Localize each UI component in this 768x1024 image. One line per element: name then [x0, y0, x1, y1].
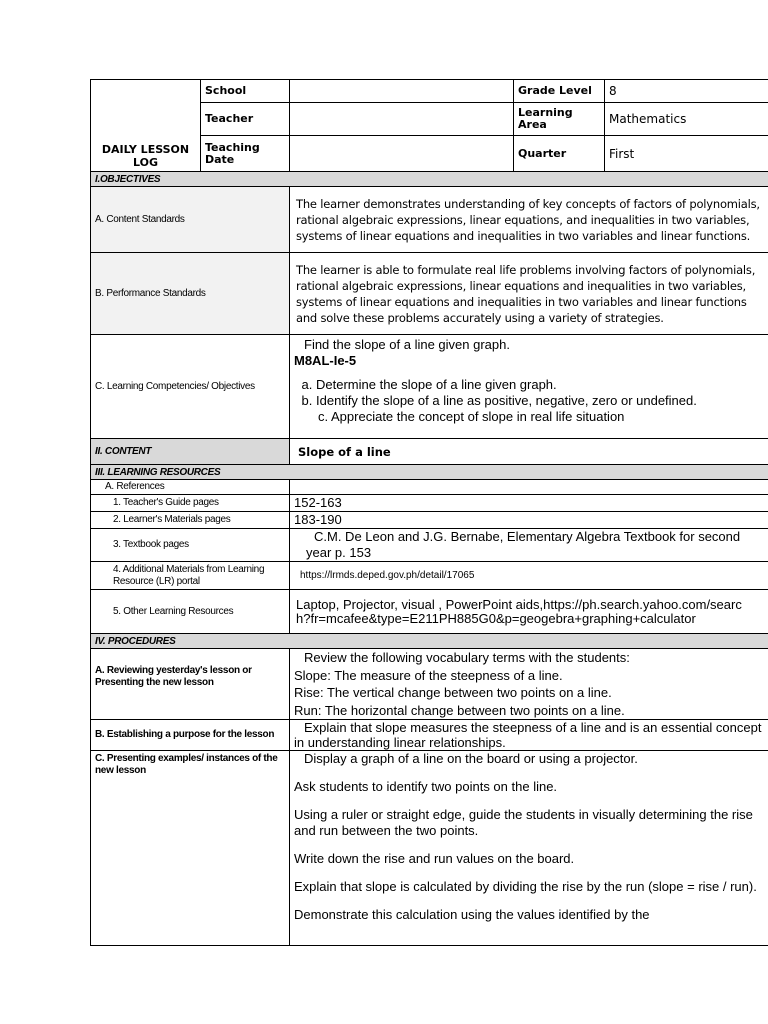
lr-portal-label: 4. Additional Materials from Learning Resource (LR) portal — [91, 562, 290, 590]
objectives-heading: I.OBJECTIVES — [91, 172, 768, 187]
competency-code: M8AL-Ie-5 — [294, 353, 357, 368]
performance-standards-label: B. Performance Standards — [91, 253, 290, 335]
teaching-date-value[interactable] — [290, 136, 514, 172]
references-value — [290, 480, 768, 495]
teacher-value[interactable] — [290, 103, 514, 136]
quarter-label: Quarter — [514, 136, 605, 172]
other-resources-value[interactable]: Laptop, Projector, visual , PowerPoint aids,https://ph.search.yahoo.com/search?fr=mcafee&type=E211PH885G0&p=geogebra+graphing+calculator — [290, 590, 768, 634]
objective-c: c. Appreciate the concept of slope in real life situation — [318, 409, 625, 424]
competencies-label: C. Learning Competencies/ Objectives — [91, 335, 290, 439]
teacher-label: Teacher — [201, 103, 290, 136]
procedure-a-label: A. Reviewing yesterday's lesson or Presenting the new lesson — [91, 649, 290, 720]
textbook-label: 3. Textbook pages — [91, 529, 290, 562]
procedure-a-cell — [290, 649, 768, 720]
grade-level-label: Grade Level — [514, 80, 605, 103]
objective-a: a. Determine the slope of a line given graph. — [316, 377, 764, 393]
lm-label: 2. Learner's Materials pages — [91, 512, 290, 529]
performance-standards-text: The learner is able to formulate real life problems involving factors of polynomials, rational algebraic expressions, linear equations and inequalities in two variables, systems of linear equations and inequalities in two variables and linear functions and solve these problems accurately using a variety of strategies. — [290, 253, 768, 335]
procedure-a-line3: Run: The horizontal change between two points on a line. — [294, 702, 625, 718]
procedure-a-line2: Rise: The vertical change between two points on a line. — [294, 685, 612, 700]
procedure-b-text: Explain that slope measures the steepness of a line and is an essential concept in understanding linear relationships. — [290, 720, 768, 751]
teaching-date-label: Teaching Date — [201, 136, 290, 172]
tg-value: 152-163 — [290, 495, 768, 512]
textbook-value: C.M. De Leon and J.G. Bernabe, Elementary Algebra Textbook for second year p. 153 — [290, 529, 768, 562]
learning-area-value[interactable]: Mathematics — [605, 103, 768, 136]
objectives-list — [294, 377, 764, 409]
procedure-b-label: B. Establishing a purpose for the lesson — [91, 720, 290, 751]
learning-area-label: Learning Area — [514, 103, 605, 136]
objective-b: b. Identify the slope of a line as positive, negative, zero or undefined. — [316, 393, 764, 409]
other-resources-label: 5. Other Learning Resources — [91, 590, 290, 634]
content-value: Slope of a line — [290, 439, 768, 465]
school-value[interactable] — [290, 80, 514, 103]
tg-label: 1. Teacher's Guide pages — [91, 495, 290, 512]
quarter-value[interactable]: First — [605, 136, 768, 172]
content-heading: II. CONTENT — [91, 439, 290, 465]
procedure-c-p4: Write down the rise and run values on the board. — [294, 851, 575, 866]
grade-level-value[interactable]: 8 — [605, 80, 768, 103]
learning-resources-heading: III. LEARNING RESOURCES — [91, 465, 768, 480]
procedure-c-p6: Demonstrate this calculation using the values identified by the — [294, 907, 650, 922]
procedure-c-label: C. Presenting examples/ instances of the new lesson — [91, 751, 290, 946]
procedure-c-cell — [290, 751, 768, 946]
competency-intro: Find the slope of a line given graph. — [304, 337, 510, 352]
lr-portal-link[interactable]: https://lrmds.deped.gov.ph/detail/17065 — [290, 562, 768, 590]
procedure-a-line1: Slope: The measure of the steepness of a line. — [294, 667, 563, 683]
competencies-cell — [290, 335, 768, 439]
content-standards-text: The learner demonstrates understanding of key concepts of factors of polynomials, rational algebraic expressions, linear equations, and inequalities in two variables, systems of linear equations and inequalities in two variables and linear functions. — [290, 187, 768, 253]
procedures-heading: IV. PROCEDURES — [91, 634, 768, 649]
daily-lesson-log-table — [90, 79, 768, 946]
procedure-c-p2: Ask students to identify two points on the line. — [294, 779, 558, 794]
procedure-c-p1: Display a graph of a line on the board or using a projector. — [304, 751, 638, 766]
references-label: A. References — [91, 480, 290, 495]
procedure-c-p5: Explain that slope is calculated by dividing the rise by the run (slope = rise / run). — [294, 879, 757, 894]
content-standards-label: A. Content Standards — [91, 187, 290, 253]
school-label: School — [201, 80, 290, 103]
procedure-a-intro: Review the following vocabulary terms with the students: — [304, 650, 630, 665]
lm-value: 183-190 — [290, 512, 768, 529]
dll-title: DAILY LESSON LOG — [91, 80, 201, 172]
procedure-c-p3: Using a ruler or straight edge, guide the students in visually determining the rise and run between the two points. — [294, 807, 753, 838]
